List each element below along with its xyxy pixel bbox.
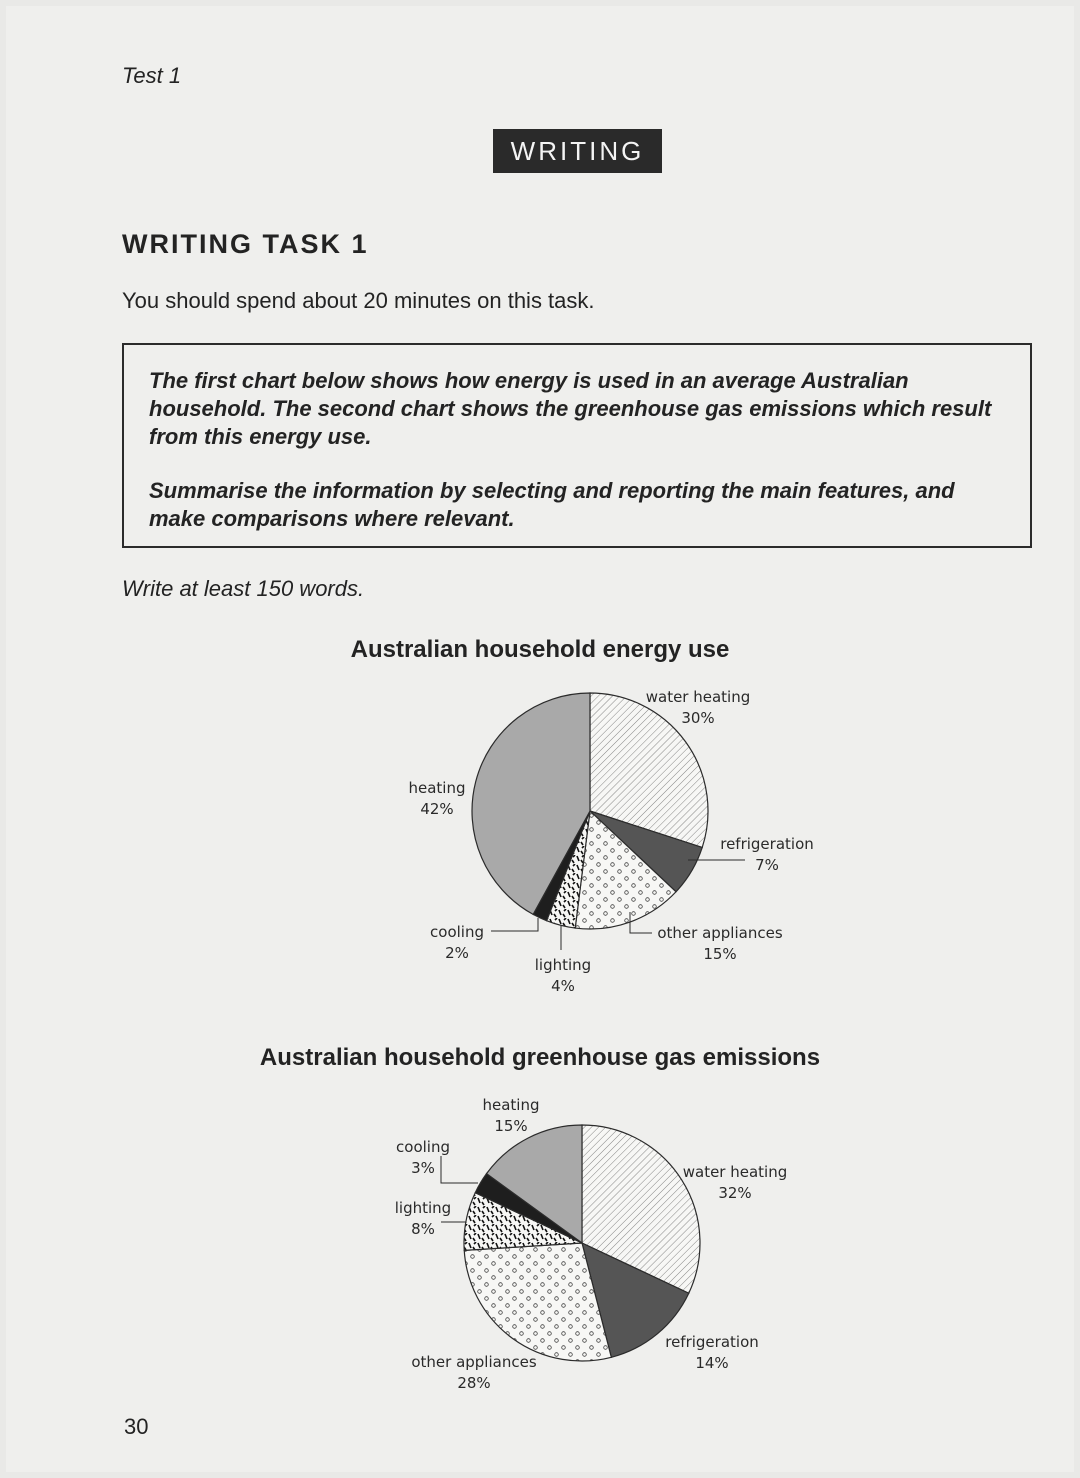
- energy-use-pie: [472, 693, 708, 929]
- pie-0-label-cooling: cooling: [430, 923, 484, 941]
- pie-0-value-refrigeration: 7%: [755, 856, 779, 874]
- pie-0-label-water-heating: water heating: [645, 688, 751, 706]
- pie-1-value-lighting: 8%: [411, 1220, 435, 1238]
- task-title: WRITING TASK 1: [122, 229, 369, 259]
- chart-1-title: Australian household energy use: [350, 636, 730, 663]
- emissions-pie: [464, 1125, 700, 1361]
- pie-0-value-heating: 42%: [420, 800, 454, 818]
- section-badge: WRITING: [493, 129, 662, 173]
- pie-0-value-other-appliances: 15%: [703, 945, 737, 963]
- pie-1-label-water-heating: water heating: [682, 1163, 788, 1181]
- task-prompt-instruction: Summarise the information by selecting and reporting the main features, and make comparisons where relevant.: [149, 478, 955, 531]
- pie-1-value-cooling: 3%: [411, 1159, 435, 1177]
- pie-0-label-lighting: lighting: [534, 956, 592, 974]
- task-prompt-description: The first chart below shows how energy is used in an average Australian household. The second chart shows the greenhouse gas emissions which result from this energy use.: [149, 368, 992, 449]
- pie-1-value-other-appliances: 28%: [457, 1374, 491, 1392]
- word-limit: Write at least 150 words.: [122, 576, 365, 601]
- pie-1-label-cooling: cooling: [396, 1138, 450, 1156]
- test-label: Test 1: [122, 63, 182, 88]
- pie-1-label-other-appliances: other appliances: [411, 1353, 537, 1371]
- pie-0-value-water-heating: 30%: [681, 709, 715, 727]
- pie-0-value-cooling: 2%: [445, 944, 469, 962]
- pie-1-label-refrigeration: refrigeration: [665, 1333, 759, 1351]
- pie-1-label-lighting: lighting: [394, 1199, 452, 1217]
- time-instruction: You should spend about 20 minutes on this task.: [122, 288, 595, 313]
- pie-1-value-refrigeration: 14%: [695, 1354, 729, 1372]
- chart-2-title: Australian household greenhouse gas emissions: [259, 1044, 821, 1071]
- pie-1-value-heating: 15%: [494, 1117, 528, 1135]
- pie-0-leader-cooling: [491, 918, 538, 931]
- pie-0-value-lighting: 4%: [551, 977, 575, 995]
- pie-1-value-water-heating: 32%: [718, 1184, 752, 1202]
- pie-1-leader-cooling: [441, 1156, 478, 1183]
- pie-1-label-heating: heating: [482, 1096, 540, 1114]
- page-number: 30: [124, 1414, 149, 1439]
- pie-0-label-heating: heating: [408, 779, 466, 797]
- pie-0-label-refrigeration: refrigeration: [720, 835, 814, 853]
- pie-0-label-other-appliances: other appliances: [657, 924, 783, 942]
